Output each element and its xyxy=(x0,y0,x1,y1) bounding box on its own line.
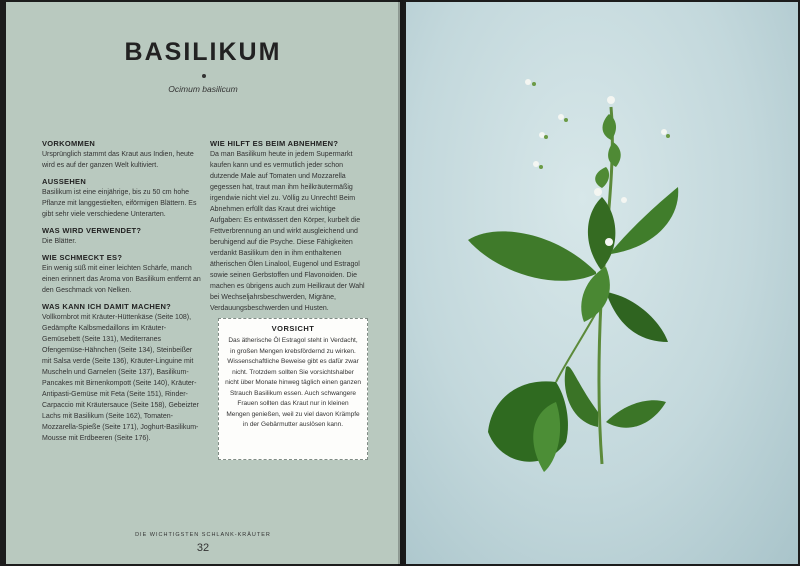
section-heading: WIE HILFT ES BEIM ABNEHMEN? xyxy=(210,139,339,148)
section-text: Da man Basilikum heute in jedem Supermarkt kaufen kann und es vermutlich jeder schon dutzende Male auf Tomaten und Mozzarella gegessen hat, traut man ihm heilkräutermäßig irgendwie nicht viel zu. Völlig zu Unrecht! Beim Abnehmen erfüllt das Kraut drei wichtige Aufgaben: Es entwässert den Körper, kurbelt die Fettverbrennung an und wirkt ausgleichend und beruhigend auf die Psyche. Diese Fähigkeiten verdankt Basilikum den in ihm enthaltenen ätherischen Ölen Linalool, Eugenol und Estragol sowie seinen Gerbstoffen und Flavonoiden. Die machen es übrigens auch zum Heilkraut der Wahl bei Wechseljahrsbeschwerden, Migräne, Verdauungsbeschwerden und Husten. xyxy=(210,151,365,312)
section-text: Die Blätter. xyxy=(42,238,77,245)
section-heading: WAS KANN ICH DAMIT MACHEN? xyxy=(42,302,172,311)
section-heading: WAS WIRD VERWENDET? xyxy=(42,226,142,235)
page-title: BASILIKUM xyxy=(124,38,282,66)
section-text: Ursprünglich stammt das Kraut aus Indien, heute wird es auf der ganzen Welt kultiviert. xyxy=(42,151,194,169)
leaf xyxy=(565,366,598,427)
warning-text: Das ätherische Öl Estragol steht in Verdacht, in großen Mengen krebsfördernd zu wirken. Wissenschaftliche Beweise gibt es dafür zwar nicht. Trotzdem sollten Sie vorsichtshalber nicht über Monate hinweg täglich einen ganzen Strauch Basilikum essen. Auch schwangere Frauen sollten das Kraut nur in kleinen Mengen genießen, weil zu viel davon Krämpfe in der Gebärmutter auslösen kann. xyxy=(225,337,361,428)
flower xyxy=(605,238,613,246)
book-gutter xyxy=(398,0,406,566)
section-heading: AUSSEHEN xyxy=(42,177,87,186)
leaf xyxy=(611,187,678,254)
leaf xyxy=(606,400,666,428)
running-footer: DIE WICHTIGSTEN SCHLANK-KRÄUTER xyxy=(135,532,271,538)
flower xyxy=(607,96,615,104)
flower xyxy=(594,188,602,196)
section-text: Ein wenig süß mit einer leichten Schärfe, manch einen erinnert das Aroma von Basilikum entfernt an den Geschmack von Nelken. xyxy=(42,265,201,294)
latin-name: Ocimum basilicum xyxy=(168,84,238,94)
leaf xyxy=(606,292,668,342)
right-column xyxy=(210,138,368,314)
leaf xyxy=(588,197,615,270)
warning-title: VORSICHT xyxy=(271,324,315,333)
leaf xyxy=(468,231,596,280)
page-number: 32 xyxy=(196,542,210,554)
warning-box xyxy=(218,318,368,460)
section-heading: WIE SCHMECKT ES? xyxy=(42,253,123,262)
section-text: Basilikum ist eine einjährige, bis zu 50 cm hohe Pflanze mit langgestielten, eiförmigen Blättern. Es gibt sehr viele verschiedene Unterarten. xyxy=(42,189,197,218)
title-dot xyxy=(202,74,206,78)
basil-plant-image xyxy=(406,2,798,564)
left-page xyxy=(6,2,400,564)
section-text: Vollkornbrot mit Kräuter-Hüttenkäse (Seite 108), Gedämpfte Kalbsmedaillons im Kräuter-Gemüsebett (Seite 131), Mediterranes Ofengemüse-Hähnchen (Seite 134), Steinbeißer mit Salsa verde (Seite 136), Kräuter-Linguine mit Muscheln und Garnelen (Seite 137), Basilikum-Pancakes mit Birnenkompott (Seite 140), Kräuter-Antipasti-Gemüse mit Feta (Seite 151), Rinder-Carpaccio mit Kräutersauce (Seite 158), Gebeizter Lachs mit Basilikum (Seite 162), Tomaten-Mozzarella-Spieße (Seite 171), Joghurt-Basilikum-Mousse mit Erdbeeren (Seite 176). xyxy=(42,314,199,442)
left-column xyxy=(42,138,202,444)
section-heading: VORKOMMEN xyxy=(42,139,96,148)
right-page-photo xyxy=(406,2,798,564)
